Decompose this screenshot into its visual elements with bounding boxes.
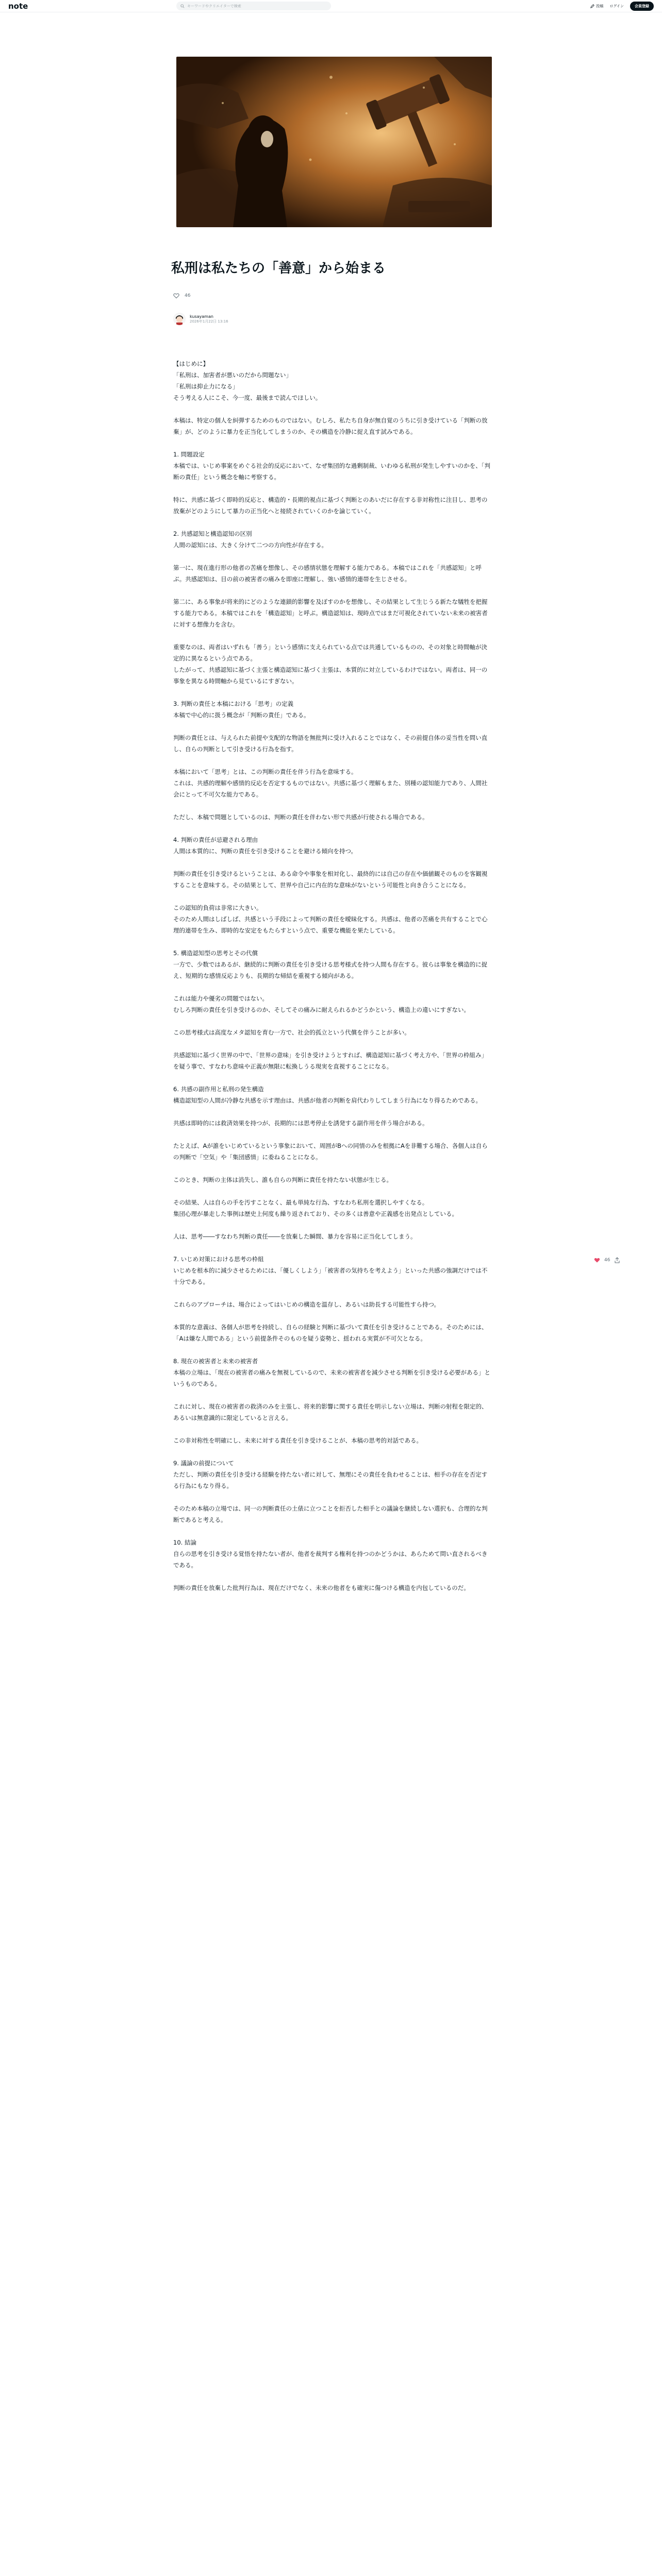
paragraph-line: このとき、判断の主体は消失し、誰も自らの判断に責任を持たない状態が生じる。	[173, 1176, 393, 1183]
article-paragraph	[173, 358, 490, 403]
paragraph-line: 9. 議論の前提について	[173, 1460, 234, 1467]
article-paragraph	[173, 1027, 490, 1038]
paragraph-line: これは能力や優劣の問題ではない。	[173, 995, 268, 1002]
paragraph-line: ただし、本稿で問題としているのは、判断の責任を伴わない形で共感が行使される場合である。	[173, 814, 428, 821]
pen-icon	[590, 4, 594, 8]
post-button[interactable]	[590, 4, 603, 9]
post-label: 投稿	[596, 4, 604, 8]
article-paragraph	[173, 766, 490, 800]
article-paragraph	[173, 1049, 490, 1072]
paragraph-line: そのため人間はしばしば、共感という手段によって判断の責任を曖昧化する。共感は、他者の苦痛を共有することで心理的連帯を生み、即時的な安定をもたらすという点で、重要な機能を果たしている。	[173, 916, 488, 934]
article-paragraph	[173, 562, 490, 585]
paragraph-line: この認知的負荷は非常に大きい。	[173, 904, 262, 911]
paragraph-line: 1. 問題設定	[173, 451, 205, 458]
article-paragraph	[173, 641, 490, 687]
article-paragraph	[173, 1253, 490, 1287]
paragraph-line: その結果、人は自らの手を汚すことなく、最も単純な行為、すなわち私刑を選択しやすくなる。	[173, 1199, 428, 1206]
paragraph-line: ただし、判断の責任を引き受ける経験を持たない者に対して、無理にその責任を負わせることは、相手の存在を否定する行為にもなり得る。	[173, 1471, 488, 1489]
article-paragraph	[173, 415, 490, 437]
article-paragraph	[173, 1231, 490, 1242]
author-name[interactable]: kusayaman	[190, 314, 213, 319]
article-paragraph	[173, 868, 490, 891]
paragraph-line: 自らの思考を引き受ける覚悟を持たない者が、他者を裁判する権利を持つのかどうかは、あらためて問い直されるべきである。	[173, 1550, 488, 1569]
article-paragraph	[173, 1503, 490, 1526]
article-paragraph	[173, 1083, 490, 1106]
publish-date: 2026年1月22日 13:16	[190, 319, 228, 324]
paragraph-line: 5. 構造認知型の思考とその代償	[173, 950, 258, 957]
paragraph-line: これは、共感的理解や感情的反応を否定するものではない。共感に基づく理解もまた、別種の認知能力であり、人間社会にとって不可欠な能力である。	[173, 779, 488, 798]
share-icon[interactable]	[614, 1257, 620, 1263]
article-paragraph	[173, 1458, 490, 1492]
article-paragraph	[173, 947, 490, 981]
paragraph-line: 7. いじめ対策における思考の枠組	[173, 1256, 264, 1263]
paragraph-line: 本稿で中心的に扱う概念が「判断の責任」である。	[173, 711, 310, 719]
search-icon	[180, 4, 185, 8]
paragraph-line: 本稿では、いじめ事案をめぐる社会的反応において、なぜ集団的な過剰制裁、いわゆる私刑が発生しやすいのかを、「判断の責任」という概念を軸に考察する。	[173, 462, 491, 481]
paragraph-line: 判断の責任を放棄した批判行為は、現在だけでなく、未来の他者をも確実に傷つける構造を内包しているのだ。	[173, 1584, 470, 1591]
heart-icon[interactable]	[594, 1257, 600, 1263]
paragraph-line: そのため本稿の立場では、同一の判断責任の土俵に立つことを拒否した相手との議論を継続しない選択も、合理的な判断であると考える。	[173, 1505, 488, 1523]
article-paragraph	[173, 993, 490, 1015]
paragraph-line: 集団心理が暴走した事例は歴史上何度も繰り返されており、その多くは善意や正義感を出発点としている。	[173, 1210, 458, 1217]
paragraph-line: 第二に、ある事象が将来的にどのような連鎖的影響を及ぼすのかを想像し、その結果として生じうる新たな犠牲を把握する能力である。本稿ではこれを「構造認知」と呼ぶ。構造認知は、現時点ではまだ可視化されていない未来の被害者に対する想像力を含む。	[173, 598, 488, 628]
article-body	[173, 358, 490, 1605]
paragraph-line: 本稿において「思考」とは、この判断の責任を伴う行為を意味する。	[173, 768, 357, 775]
search-input[interactable]	[176, 2, 331, 10]
article-paragraph	[173, 1117, 490, 1129]
article-paragraph	[173, 1321, 490, 1344]
article-paragraph	[173, 1537, 490, 1571]
paragraph-line: 3. 判断の責任と本稿における「思考」の定義	[173, 700, 294, 707]
paragraph-line: この思考様式は高度なメタ認知を育む一方で、社会的孤立という代償を伴うことが多い。	[173, 1029, 410, 1036]
paragraph-line: 本質的な意義は、各個人が思考を持続し、自らの経験と判断に基づいて責任を引き受けることである。そのためには、「Aは嫌な人間である」という前提条件そのものを疑う姿勢と、揺われる実質が不可欠となる。	[173, 1324, 488, 1342]
paragraph-line: たとえば、Aが誰をいじめているという事象において、周囲がBへの同情のみを根拠にAを非難する場合、各個人は自らの判断で「空気」や「集団感情」に委ねることになる。	[173, 1142, 488, 1161]
paragraph-line: 「私刑は、加害者が悪いのだから問題ない」	[173, 371, 292, 379]
avatar[interactable]	[173, 313, 186, 325]
article-paragraph	[173, 1197, 490, 1219]
paragraph-line: したがって、共感認知に基づく主張と構造認知に基づく主張は、本質的に対立しているわけではない。両者は、同一の事象を異なる時間軸から見ているにすぎない。	[173, 666, 488, 685]
paragraph-line: これらのアプローチは、場合によってはいじめの構造を温存し、あるいは助長する可能性すら持つ。	[173, 1301, 440, 1308]
paragraph-line: 特に、共感に基づく即時的反応と、構造的・長期的視点に基づく判断とのあいだに存在する非対称性に注目し、思考の放棄がどのようにして暴力の正当化へと接続されていくのかを論じていく。	[173, 496, 488, 515]
paragraph-line: いじめを根本的に減少させるためには、「優しくしよう」「被害者の気持ちを考えよう」といった共感の強調だけでは不十分である。	[173, 1267, 488, 1285]
paragraph-line: 人は、思考――すなわち判断の責任――を放棄した瞬間、暴力を容易に正当化してしまう。	[173, 1233, 417, 1240]
paragraph-line: 判断の責任を引き受けるということは、ある命令や事象を相対化し、最終的には自己の存在や価値観そのものを客観視することを意味する。その結果として、世界や自己に内在的な意味がないという可能性と向き合うことになる。	[173, 870, 488, 889]
article-paragraph	[173, 1582, 490, 1594]
article-like-row	[173, 293, 190, 299]
paragraph-line: むしろ判断の責任を引き受けるのか、そしてその痛みに耐えられるかどうかという、構造上の違いにすぎない。	[173, 1006, 470, 1013]
paragraph-line: 重要なのは、両者はいずれも「善う」という感情に支えられている点では共通しているものの、その対象と時間軸が決定的に異なるという点である。	[173, 643, 488, 662]
article-paragraph	[173, 834, 490, 857]
hero-image	[176, 57, 492, 227]
paragraph-line: 第一に、現在進行形の他者の苦痛を想像し、その感情状態を理解する能力である。本稿ではこれを「共感認知」と呼ぶ。共感認知は、目の前の被害者の痛みを即座に理解し、強い感情的連帯を生じさせる。	[173, 564, 482, 583]
login-button[interactable]: ログイン	[609, 4, 624, 8]
article-paragraph	[173, 1355, 490, 1389]
article-paragraph	[173, 1299, 490, 1310]
article-paragraph	[173, 1435, 490, 1446]
paragraph-line: 8. 現在の被害者と未来の被害者	[173, 1358, 258, 1365]
paragraph-line: 人間の認知には、大きく分けて二つの方向性が存在する。	[173, 541, 327, 549]
paragraph-line: 6. 共感の副作用と私刑の発生構造	[173, 1086, 264, 1093]
note-logo[interactable]: note	[8, 1, 28, 11]
article-paragraph	[173, 698, 490, 721]
paragraph-line: 4. 判断の責任が忌避される理由	[173, 836, 258, 843]
side-like-count: 46	[604, 1258, 610, 1263]
paragraph-line: 本稿の立場は、「現在の被害者の痛みを無視しているので、未来の被害者を減少させる判断を引き受ける必要がある」というものである。	[173, 1369, 491, 1387]
author-row	[173, 313, 228, 325]
paragraph-line: 共感は即時的には救済効果を持つが、長期的には思考停止を誘発する副作用を伴う場合がある。	[173, 1120, 428, 1127]
article-paragraph	[173, 449, 490, 483]
signup-button[interactable]: 会員登録	[630, 2, 654, 11]
article-paragraph	[173, 811, 490, 823]
heart-icon[interactable]	[173, 293, 179, 299]
site-header	[0, 0, 662, 12]
paragraph-line: 共感認知に基づく世界の中で、「世界の意味」を引き受けようとすれば、構造認知に基づく考え方や、「世界の枠組み」を疑う事で、すなわち意味や正義が無限に転換しうる現実を直視することになる。	[173, 1052, 488, 1070]
paragraph-line: 【はじめに】	[173, 360, 209, 367]
paragraph-line: 一方で、少数ではあるが、継続的に判断の責任を引き受ける思考様式を持つ人間も存在する。彼らは事象を構造的に捉え、短期的な感情反応よりも、長期的な帰結を重視する傾向がある。	[173, 961, 488, 979]
paragraph-line: 10. 結論	[173, 1539, 196, 1546]
paragraph-line: そう考える人にこそ、今一度、最後まで読んでほしい。	[173, 394, 322, 401]
paragraph-line: 2. 共感認知と構造認知の区別	[173, 530, 252, 537]
paragraph-line: 本稿は、特定の個人を糾弾するためのものではない。むしろ、私たち自身が無自覚のうちに引き受けている「判断の放棄」が、どのように暴力を正当化してしまうのか、その構造を冷静に捉え直す試みである。	[173, 417, 488, 435]
article-paragraph	[173, 528, 490, 551]
article-paragraph	[173, 732, 490, 755]
article-paragraph	[173, 902, 490, 936]
paragraph-line: これに対し、現在の被害者の救済のみを主張し、将来的影響に関する責任を明示しない立場は、判断の射程を限定的、あるいは無意識的に限定していると言える。	[173, 1403, 488, 1421]
search-placeholder: キーワードやクリエイターで検索	[187, 4, 241, 8]
article-paragraph	[173, 1140, 490, 1163]
side-action-bar	[594, 1257, 620, 1263]
paragraph-line: 判断の責任とは、与えられた前提や支配的な物語を無批判に受け入れることではなく、その前提自体の妥当性を問い直し、自らの判断として引き受ける行為を指す。	[173, 734, 488, 753]
article-title: 私刑は私たちの「善意」から始まる	[171, 261, 386, 276]
paragraph-line: この非対称性を明確にし、未来に対する責任を引き受けることが、本稿の思考的対話である。	[173, 1437, 422, 1444]
article-paragraph	[173, 1401, 490, 1423]
article-paragraph	[173, 596, 490, 630]
like-count: 46	[185, 293, 191, 298]
article-paragraph	[173, 494, 490, 517]
paragraph-line: 「私刑は抑止力になる」	[173, 383, 239, 390]
paragraph-line: 人間は本質的に、判断の責任を引き受けることを避ける傾向を持つ。	[173, 848, 357, 855]
paragraph-line: 構造認知型の人間が冷静な共感を示す理由は、共感が他者の判断を肩代わりしてしまう行為になり得るためである。	[173, 1097, 482, 1104]
article-paragraph	[173, 1174, 490, 1185]
